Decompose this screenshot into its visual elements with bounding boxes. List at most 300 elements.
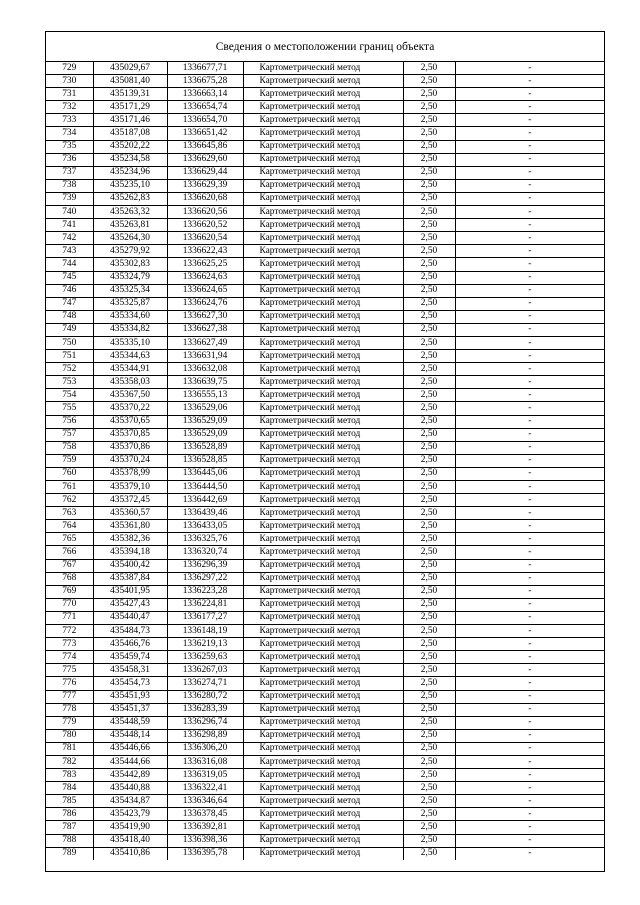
- accuracy-cell: 2,50: [403, 651, 455, 664]
- point-number-cell: 778: [46, 703, 93, 716]
- table-row: [46, 611, 604, 624]
- x-coordinate-cell: 435448,59: [93, 716, 167, 729]
- method-cell: Картометрический метод: [243, 703, 403, 716]
- method-cell: Картометрический метод: [243, 389, 403, 402]
- point-number-cell: 729: [46, 62, 93, 75]
- table-row: [46, 336, 604, 349]
- accuracy-cell: 2,50: [403, 611, 455, 624]
- accuracy-cell: 2,50: [403, 101, 455, 114]
- y-coordinate-cell: 1336654,74: [167, 101, 243, 114]
- table-row: [46, 847, 604, 860]
- method-cell: Картометрический метод: [243, 755, 403, 768]
- table-row: [46, 742, 604, 755]
- y-coordinate-cell: 1336663,14: [167, 88, 243, 101]
- note-cell: -: [455, 192, 604, 205]
- note-cell: -: [455, 127, 604, 140]
- point-number-cell: 757: [46, 428, 93, 441]
- method-cell: Картометрический метод: [243, 467, 403, 480]
- table-row: [46, 389, 604, 402]
- note-cell: -: [455, 75, 604, 88]
- x-coordinate-cell: 435442,89: [93, 769, 167, 782]
- table-row: [46, 481, 604, 494]
- note-cell: -: [455, 481, 604, 494]
- method-cell: Картометрический метод: [243, 454, 403, 467]
- accuracy-cell: 2,50: [403, 232, 455, 245]
- x-coordinate-cell: 435394,18: [93, 546, 167, 559]
- y-coordinate-cell: 1336298,89: [167, 729, 243, 742]
- accuracy-cell: 2,50: [403, 847, 455, 860]
- x-coordinate-cell: 435334,82: [93, 323, 167, 336]
- x-coordinate-cell: 435264,30: [93, 232, 167, 245]
- y-coordinate-cell: 1336651,42: [167, 127, 243, 140]
- x-coordinate-cell: 435235,10: [93, 179, 167, 192]
- point-number-cell: 758: [46, 441, 93, 454]
- table-row: [46, 245, 604, 258]
- point-number-cell: 740: [46, 206, 93, 219]
- table-row: [46, 598, 604, 611]
- accuracy-cell: 2,50: [403, 206, 455, 219]
- x-coordinate-cell: 435400,42: [93, 559, 167, 572]
- table-row: [46, 402, 604, 415]
- y-coordinate-cell: 1336223,28: [167, 585, 243, 598]
- accuracy-cell: 2,50: [403, 808, 455, 821]
- note-cell: -: [455, 703, 604, 716]
- x-coordinate-cell: 435370,22: [93, 402, 167, 415]
- table-row: [46, 638, 604, 651]
- note-cell: -: [455, 350, 604, 363]
- y-coordinate-cell: 1336392,81: [167, 821, 243, 834]
- point-number-cell: 749: [46, 323, 93, 336]
- table-row: [46, 284, 604, 297]
- method-cell: Картометрический метод: [243, 782, 403, 795]
- coordinates-table-body: [46, 62, 604, 860]
- note-cell: -: [455, 336, 604, 349]
- y-coordinate-cell: 1336625,25: [167, 258, 243, 271]
- table-row: [46, 755, 604, 768]
- x-coordinate-cell: 435263,32: [93, 206, 167, 219]
- note-cell: -: [455, 651, 604, 664]
- note-cell: -: [455, 533, 604, 546]
- note-cell: -: [455, 140, 604, 153]
- method-cell: Картометрический метод: [243, 271, 403, 284]
- y-coordinate-cell: 1336629,44: [167, 166, 243, 179]
- y-coordinate-cell: 1336677,71: [167, 62, 243, 75]
- point-number-cell: 784: [46, 782, 93, 795]
- point-number-cell: 738: [46, 179, 93, 192]
- note-cell: -: [455, 101, 604, 114]
- point-number-cell: 766: [46, 546, 93, 559]
- method-cell: Картометрический метод: [243, 192, 403, 205]
- note-cell: -: [455, 559, 604, 572]
- x-coordinate-cell: 435387,84: [93, 572, 167, 585]
- x-coordinate-cell: 435302,83: [93, 258, 167, 271]
- point-number-cell: 789: [46, 847, 93, 860]
- x-coordinate-cell: 435451,93: [93, 690, 167, 703]
- point-number-cell: 751: [46, 350, 93, 363]
- point-number-cell: 781: [46, 742, 93, 755]
- y-coordinate-cell: 1336529,09: [167, 415, 243, 428]
- accuracy-cell: 2,50: [403, 245, 455, 258]
- x-coordinate-cell: 435466,76: [93, 638, 167, 651]
- note-cell: -: [455, 795, 604, 808]
- note-cell: -: [455, 62, 604, 75]
- x-coordinate-cell: 435410,86: [93, 847, 167, 860]
- accuracy-cell: 2,50: [403, 310, 455, 323]
- x-coordinate-cell: 435081,40: [93, 75, 167, 88]
- y-coordinate-cell: 1336620,54: [167, 232, 243, 245]
- x-coordinate-cell: 435440,47: [93, 611, 167, 624]
- note-cell: -: [455, 166, 604, 179]
- point-number-cell: 755: [46, 402, 93, 415]
- method-cell: Картометрический метод: [243, 62, 403, 75]
- accuracy-cell: 2,50: [403, 350, 455, 363]
- x-coordinate-cell: 435440,88: [93, 782, 167, 795]
- table-title: Сведения о местоположении границ объекта: [46, 32, 604, 62]
- method-cell: Картометрический метод: [243, 284, 403, 297]
- accuracy-cell: 2,50: [403, 75, 455, 88]
- method-cell: Картометрический метод: [243, 140, 403, 153]
- point-number-cell: 741: [46, 219, 93, 232]
- y-coordinate-cell: 1336627,30: [167, 310, 243, 323]
- point-number-cell: 735: [46, 140, 93, 153]
- point-number-cell: 786: [46, 808, 93, 821]
- y-coordinate-cell: 1336675,28: [167, 75, 243, 88]
- y-coordinate-cell: 1336555,13: [167, 389, 243, 402]
- note-cell: -: [455, 782, 604, 795]
- point-number-cell: 768: [46, 572, 93, 585]
- note-cell: -: [455, 755, 604, 768]
- method-cell: Картометрический метод: [243, 598, 403, 611]
- accuracy-cell: 2,50: [403, 467, 455, 480]
- point-number-cell: 780: [46, 729, 93, 742]
- y-coordinate-cell: 1336297,22: [167, 572, 243, 585]
- x-coordinate-cell: 435454,73: [93, 677, 167, 690]
- note-cell: -: [455, 467, 604, 480]
- y-coordinate-cell: 1336378,45: [167, 808, 243, 821]
- accuracy-cell: 2,50: [403, 795, 455, 808]
- table-row: [46, 323, 604, 336]
- table-row: [46, 546, 604, 559]
- x-coordinate-cell: 435279,92: [93, 245, 167, 258]
- accuracy-cell: 2,50: [403, 88, 455, 101]
- note-cell: -: [455, 153, 604, 166]
- point-number-cell: 777: [46, 690, 93, 703]
- table-row: [46, 572, 604, 585]
- method-cell: Картометрический метод: [243, 690, 403, 703]
- x-coordinate-cell: 435358,03: [93, 376, 167, 389]
- note-cell: -: [455, 520, 604, 533]
- accuracy-cell: 2,50: [403, 297, 455, 310]
- table-row: [46, 454, 604, 467]
- accuracy-cell: 2,50: [403, 507, 455, 520]
- accuracy-cell: 2,50: [403, 271, 455, 284]
- point-number-cell: 763: [46, 507, 93, 520]
- point-number-cell: 754: [46, 389, 93, 402]
- x-coordinate-cell: 435379,10: [93, 481, 167, 494]
- point-number-cell: 779: [46, 716, 93, 729]
- note-cell: -: [455, 415, 604, 428]
- y-coordinate-cell: 1336319,05: [167, 769, 243, 782]
- y-coordinate-cell: 1336325,76: [167, 533, 243, 546]
- point-number-cell: 767: [46, 559, 93, 572]
- y-coordinate-cell: 1336224,81: [167, 598, 243, 611]
- point-number-cell: 785: [46, 795, 93, 808]
- note-cell: -: [455, 625, 604, 638]
- table-row: [46, 415, 604, 428]
- table-row: [46, 376, 604, 389]
- y-coordinate-cell: 1336627,38: [167, 323, 243, 336]
- table-row: [46, 114, 604, 127]
- y-coordinate-cell: 1336624,65: [167, 284, 243, 297]
- note-cell: -: [455, 664, 604, 677]
- note-cell: -: [455, 546, 604, 559]
- y-coordinate-cell: 1336346,64: [167, 795, 243, 808]
- y-coordinate-cell: 1336280,72: [167, 690, 243, 703]
- note-cell: -: [455, 284, 604, 297]
- point-number-cell: 770: [46, 598, 93, 611]
- x-coordinate-cell: 435234,58: [93, 153, 167, 166]
- method-cell: Картометрический метод: [243, 821, 403, 834]
- y-coordinate-cell: 1336322,41: [167, 782, 243, 795]
- x-coordinate-cell: 435325,34: [93, 284, 167, 297]
- y-coordinate-cell: 1336177,27: [167, 611, 243, 624]
- x-coordinate-cell: 435419,90: [93, 821, 167, 834]
- method-cell: Картометрический метод: [243, 742, 403, 755]
- point-number-cell: 765: [46, 533, 93, 546]
- table-row: [46, 703, 604, 716]
- table-row: [46, 206, 604, 219]
- table-row: [46, 192, 604, 205]
- y-coordinate-cell: 1336632,08: [167, 363, 243, 376]
- y-coordinate-cell: 1336444,50: [167, 481, 243, 494]
- y-coordinate-cell: 1336439,46: [167, 507, 243, 520]
- table-row: [46, 625, 604, 638]
- y-coordinate-cell: 1336306,20: [167, 742, 243, 755]
- method-cell: Картометрический метод: [243, 88, 403, 101]
- point-number-cell: 775: [46, 664, 93, 677]
- y-coordinate-cell: 1336645,86: [167, 140, 243, 153]
- point-number-cell: 761: [46, 481, 93, 494]
- table-row: [46, 310, 604, 323]
- y-coordinate-cell: 1336529,06: [167, 402, 243, 415]
- note-cell: -: [455, 389, 604, 402]
- method-cell: Картометрический метод: [243, 245, 403, 258]
- accuracy-cell: 2,50: [403, 742, 455, 755]
- y-coordinate-cell: 1336629,60: [167, 153, 243, 166]
- x-coordinate-cell: 435263,81: [93, 219, 167, 232]
- table-row: [46, 716, 604, 729]
- accuracy-cell: 2,50: [403, 520, 455, 533]
- point-number-cell: 776: [46, 677, 93, 690]
- point-number-cell: 750: [46, 336, 93, 349]
- x-coordinate-cell: 435459,74: [93, 651, 167, 664]
- x-coordinate-cell: 435139,31: [93, 88, 167, 101]
- method-cell: Картометрический метод: [243, 834, 403, 847]
- method-cell: Картометрический метод: [243, 481, 403, 494]
- x-coordinate-cell: 435370,86: [93, 441, 167, 454]
- note-cell: -: [455, 363, 604, 376]
- point-number-cell: 759: [46, 454, 93, 467]
- table-row: [46, 651, 604, 664]
- note-cell: -: [455, 572, 604, 585]
- method-cell: Картометрический метод: [243, 232, 403, 245]
- accuracy-cell: 2,50: [403, 389, 455, 402]
- accuracy-cell: 2,50: [403, 638, 455, 651]
- point-number-cell: 732: [46, 101, 93, 114]
- table-row: [46, 101, 604, 114]
- accuracy-cell: 2,50: [403, 625, 455, 638]
- accuracy-cell: 2,50: [403, 690, 455, 703]
- note-cell: -: [455, 428, 604, 441]
- table-row: [46, 88, 604, 101]
- note-cell: -: [455, 808, 604, 821]
- point-number-cell: 742: [46, 232, 93, 245]
- point-number-cell: 747: [46, 297, 93, 310]
- point-number-cell: 739: [46, 192, 93, 205]
- boundary-table-frame: [45, 31, 605, 872]
- method-cell: Картометрический метод: [243, 323, 403, 336]
- x-coordinate-cell: 435378,99: [93, 467, 167, 480]
- point-number-cell: 769: [46, 585, 93, 598]
- table-row: [46, 271, 604, 284]
- note-cell: -: [455, 88, 604, 101]
- table-row: [46, 821, 604, 834]
- y-coordinate-cell: 1336433,05: [167, 520, 243, 533]
- accuracy-cell: 2,50: [403, 415, 455, 428]
- x-coordinate-cell: 435344,91: [93, 363, 167, 376]
- point-number-cell: 733: [46, 114, 93, 127]
- point-number-cell: 748: [46, 310, 93, 323]
- coordinates-table: [46, 62, 604, 860]
- note-cell: -: [455, 297, 604, 310]
- method-cell: Картометрический метод: [243, 179, 403, 192]
- method-cell: Картометрический метод: [243, 769, 403, 782]
- table-row: [46, 127, 604, 140]
- method-cell: Картометрический метод: [243, 507, 403, 520]
- note-cell: -: [455, 494, 604, 507]
- point-number-cell: 731: [46, 88, 93, 101]
- point-number-cell: 745: [46, 271, 93, 284]
- y-coordinate-cell: 1336296,39: [167, 559, 243, 572]
- note-cell: -: [455, 179, 604, 192]
- note-cell: -: [455, 310, 604, 323]
- point-number-cell: 772: [46, 625, 93, 638]
- note-cell: -: [455, 834, 604, 847]
- table-row: [46, 769, 604, 782]
- y-coordinate-cell: 1336398,36: [167, 834, 243, 847]
- x-coordinate-cell: 435427,43: [93, 598, 167, 611]
- x-coordinate-cell: 435370,65: [93, 415, 167, 428]
- x-coordinate-cell: 435418,40: [93, 834, 167, 847]
- method-cell: Картометрический метод: [243, 585, 403, 598]
- table-row: [46, 441, 604, 454]
- note-cell: -: [455, 585, 604, 598]
- y-coordinate-cell: 1336639,75: [167, 376, 243, 389]
- accuracy-cell: 2,50: [403, 428, 455, 441]
- method-cell: Картометрический метод: [243, 808, 403, 821]
- note-cell: -: [455, 690, 604, 703]
- x-coordinate-cell: 435234,96: [93, 166, 167, 179]
- accuracy-cell: 2,50: [403, 677, 455, 690]
- x-coordinate-cell: 435372,45: [93, 494, 167, 507]
- table-row: [46, 808, 604, 821]
- accuracy-cell: 2,50: [403, 703, 455, 716]
- note-cell: -: [455, 206, 604, 219]
- note-cell: -: [455, 729, 604, 742]
- accuracy-cell: 2,50: [403, 140, 455, 153]
- method-cell: Картометрический метод: [243, 638, 403, 651]
- accuracy-cell: 2,50: [403, 219, 455, 232]
- accuracy-cell: 2,50: [403, 729, 455, 742]
- note-cell: -: [455, 742, 604, 755]
- point-number-cell: 737: [46, 166, 93, 179]
- accuracy-cell: 2,50: [403, 127, 455, 140]
- y-coordinate-cell: 1336148,19: [167, 625, 243, 638]
- x-coordinate-cell: 435370,24: [93, 454, 167, 467]
- y-coordinate-cell: 1336395,78: [167, 847, 243, 860]
- x-coordinate-cell: 435262,83: [93, 192, 167, 205]
- method-cell: Картометрический метод: [243, 101, 403, 114]
- note-cell: -: [455, 323, 604, 336]
- x-coordinate-cell: 435401,95: [93, 585, 167, 598]
- point-number-cell: 773: [46, 638, 93, 651]
- accuracy-cell: 2,50: [403, 454, 455, 467]
- y-coordinate-cell: 1336654,70: [167, 114, 243, 127]
- y-coordinate-cell: 1336259,63: [167, 651, 243, 664]
- x-coordinate-cell: 435434,87: [93, 795, 167, 808]
- note-cell: -: [455, 232, 604, 245]
- method-cell: Картометрический метод: [243, 297, 403, 310]
- method-cell: Картометрический метод: [243, 677, 403, 690]
- note-cell: -: [455, 847, 604, 860]
- method-cell: Картометрический метод: [243, 664, 403, 677]
- table-row: [46, 179, 604, 192]
- y-coordinate-cell: 1336620,52: [167, 219, 243, 232]
- y-coordinate-cell: 1336283,39: [167, 703, 243, 716]
- y-coordinate-cell: 1336316,08: [167, 755, 243, 768]
- point-number-cell: 782: [46, 755, 93, 768]
- method-cell: Картометрический метод: [243, 415, 403, 428]
- note-cell: -: [455, 677, 604, 690]
- x-coordinate-cell: 435202,22: [93, 140, 167, 153]
- table-row: [46, 677, 604, 690]
- x-coordinate-cell: 435458,31: [93, 664, 167, 677]
- note-cell: -: [455, 376, 604, 389]
- table-row: [46, 533, 604, 546]
- y-coordinate-cell: 1336620,56: [167, 206, 243, 219]
- table-row: [46, 690, 604, 703]
- table-row: [46, 559, 604, 572]
- x-coordinate-cell: 435171,46: [93, 114, 167, 127]
- y-coordinate-cell: 1336528,85: [167, 454, 243, 467]
- point-number-cell: 762: [46, 494, 93, 507]
- y-coordinate-cell: 1336442,69: [167, 494, 243, 507]
- method-cell: Картометрический метод: [243, 729, 403, 742]
- method-cell: Картометрический метод: [243, 494, 403, 507]
- note-cell: -: [455, 507, 604, 520]
- table-row: [46, 494, 604, 507]
- table-row: [46, 297, 604, 310]
- table-row: [46, 467, 604, 480]
- accuracy-cell: 2,50: [403, 821, 455, 834]
- point-number-cell: 734: [46, 127, 93, 140]
- accuracy-cell: 2,50: [403, 258, 455, 271]
- x-coordinate-cell: 435334,60: [93, 310, 167, 323]
- point-number-cell: 771: [46, 611, 93, 624]
- method-cell: Картометрический метод: [243, 114, 403, 127]
- y-coordinate-cell: 1336267,03: [167, 664, 243, 677]
- point-number-cell: 760: [46, 467, 93, 480]
